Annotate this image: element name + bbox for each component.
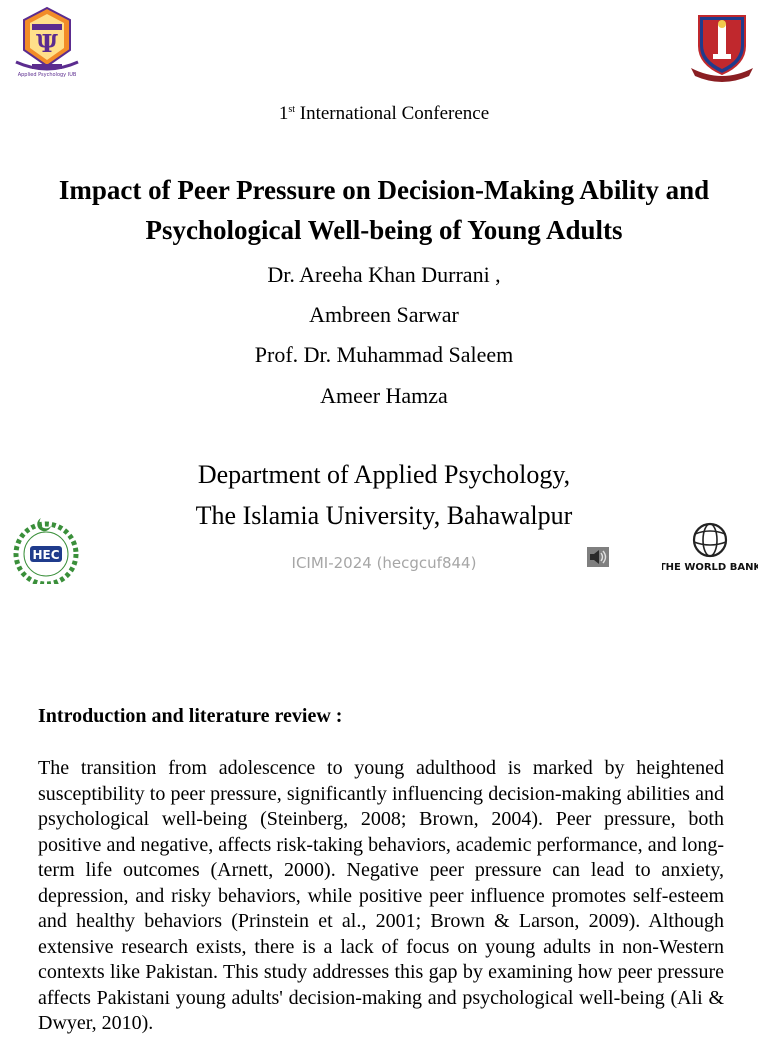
world-bank-logo	[662, 520, 758, 576]
svg-text:Applied Psychology IUB: Applied Psychology IUB	[17, 72, 77, 78]
conference-label	[0, 103, 768, 125]
islamia-university-crest	[689, 12, 755, 82]
conference-suffix: st	[288, 104, 296, 115]
conference-text: International Conference	[299, 103, 490, 124]
svg-text:THE WORLD BANK: THE WORLD BANK	[662, 562, 758, 573]
conference-code: ICIMI-2024 (hecgcuf844)	[291, 554, 477, 572]
author-4: Ameer Hamza	[320, 383, 448, 408]
introduction-heading: Introduction and literature review :	[38, 705, 343, 727]
department-line-1: Department of Applied Psychology,	[197, 460, 571, 489]
author-3: Prof. Dr. Muhammad Saleem	[254, 342, 514, 367]
conference-number: 1	[278, 103, 289, 124]
department-line-2: The Islamia University, Bahawalpur	[195, 501, 573, 530]
paper-title-line-1: Impact of Peer Pressure on Decision-Making Ability and	[58, 175, 710, 205]
introduction-body: The transition from adolescence to young adulthood is marked by heightened susceptibility to peer pressure, significantly influencing decision-making abilities and psychological well-being (Steinberg, 2008; Brown, 2004). Peer pressure, both positive and negative, affects risk-taking behaviors, academic performance, and long-term life outcomes (Arnett, 2000). Negative peer pressure can lead to anxiety, depression, and risky behaviors, while positive peer influence promotes self-esteem and healthy behaviors (Prinstein et al., 2001; Brown & Larson, 2009). Although extensive research exists, there is a lack of focus on young adults in non-Western contexts like Pakistan. This study addresses this gap by examining how peer pressure affects Pakistani young adults' decision-making and psychological well-being (Ali & Dwyer, 2010).	[38, 757, 724, 1034]
author-1: Dr. Areeha Khan Durrani ,	[267, 262, 501, 287]
author-2: Ambreen Sarwar	[309, 302, 459, 327]
applied-psychology-logo	[10, 6, 84, 78]
speaker-icon[interactable]	[587, 547, 609, 567]
svg-text:HEC: HEC	[32, 548, 60, 562]
svg-text:Ψ: Ψ	[36, 29, 58, 58]
hec-logo	[10, 514, 82, 584]
paper-title-line-2: Psychological Well-being of Young Adults	[145, 215, 623, 245]
